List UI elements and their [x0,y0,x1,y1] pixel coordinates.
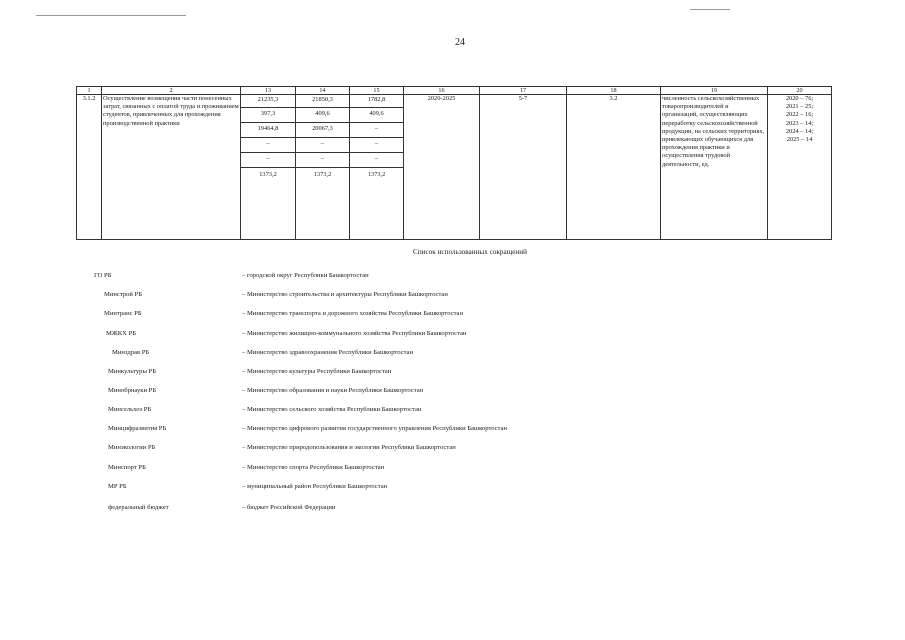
col13-value: 1373,2 [241,167,295,198]
abbreviation-key: Минтранс РБ [104,310,142,317]
col17-cell: 5-7 [480,95,567,240]
abbreviation-value: – Министерство природопользования и экологии Республики Башкортостан [242,444,456,451]
year-value: 2025 – 14 [786,135,813,143]
period-cell: 2020-2025 [404,95,480,240]
table-header-row [77,87,832,95]
abbreviation-key: Минсельхоз РБ [108,406,152,413]
column-header: 19 [661,87,768,95]
abbreviation-key: МЖКХ РБ [106,330,137,337]
column-header: 2 [102,87,241,95]
abbreviation-value: – муниципальный район Республики Башкортостан [242,483,388,490]
abbreviation-key: Минкультуры РБ [108,368,157,375]
abbreviation-key: федеральный бюджет [108,504,169,511]
program-table [76,86,832,240]
year-value: 2022 – 16; [785,111,814,119]
column-header: 18 [567,87,661,95]
column-header: 13 [241,87,296,95]
column-header: 17 [480,87,567,95]
abbreviation-value: – Министерство транспорта и дорожного хозяйства Республики Башкортостан [242,310,463,317]
abbreviation-key: Минспорт РБ [108,464,146,471]
abbreviation-value: – Министерство культуры Республики Башкортостан [242,368,392,375]
col13-value: 397,3 [241,107,295,122]
col13-value: – [241,152,295,167]
table-row [77,95,832,240]
abbreviation-value: – Министерство образования и науки Республики Башкортостан [242,387,424,394]
col13-value: 21235,3 [257,96,279,103]
column-header: 1 [77,87,102,95]
col14-cell [296,95,350,240]
values-by-year-cell [768,95,832,240]
abbreviation-key: Минстрой РБ [104,291,143,298]
abbreviation-value: – Министерство жилищно-коммунального хозяйства Республики Башкортостан [242,330,467,337]
scan-artifact-line [36,15,186,16]
abbreviation-key: Минздрав РБ [112,349,150,356]
col15-value: – [350,152,403,167]
col14-value: 1373,2 [296,167,349,198]
col15-cell [350,95,404,240]
page-number: 24 [455,37,465,48]
col15-value: – [350,122,403,137]
year-value: 2024 – 14; [785,127,814,135]
col13-value: – [241,137,295,152]
row-code: 3.1.2 [77,95,102,240]
abbreviation-value: – Министерство спорта Республики Башкортостан [242,464,385,471]
col14-value: 21850,3 [312,96,333,103]
abbreviation-value: – бюджет Российской Федерации [242,504,336,511]
column-header: 15 [350,87,404,95]
abbreviation-value: – Министерство цифрового развития государственного управления Республики Башкортостан [242,425,508,432]
abbreviations-title: Список использованных сокращений [413,248,527,256]
abbreviation-key: ГО РБ [94,272,112,279]
abbreviation-key: Минэкологии РБ [108,444,156,451]
col14-value: 20067,3 [296,122,349,137]
column-header: 14 [296,87,350,95]
col15-value: – [350,137,403,152]
col15-value: 1782,8 [367,96,386,103]
col14-value: – [296,137,349,152]
col15-value: 1373,2 [350,167,403,198]
abbreviations-list [92,272,652,522]
col14-value: – [296,152,349,167]
scan-artifact-line [690,9,730,10]
abbreviation-key: МР РБ [108,483,127,490]
column-header: 16 [404,87,480,95]
col13-cell [241,95,296,240]
row-description: Осуществление возмещения части понесенных затрат, связанных с оплатой труда и проживанием студентов, привлеченных для прохождения производственной практики [102,95,241,240]
col18-cell: 3.2 [567,95,661,240]
year-value: 2021 – 25; [785,103,814,111]
abbreviation-value: – городской округ Республики Башкортостан [242,272,369,279]
abbreviation-value: – Министерство строительства и архитектуры Республики Башкортостан [242,291,448,298]
indicator-cell: численность сельскохозяйственных товаропроизводителей и организаций, осуществляющих переработку сельскохозяйственной продукции, на сельских территориях, привлекающих обучающихся для прохождения практики и осуществления трудовой деятельности, ед. [661,95,768,240]
abbreviation-key: Минобрнауки РБ [108,387,157,394]
col14-value: 409,6 [296,107,349,122]
abbreviation-value: – Министерство здравоохранения Республики Башкортостан [242,349,414,356]
year-value: 2020 – 76; [785,95,814,102]
col13-value: 19464,8 [241,122,295,137]
col15-value: 409,6 [350,107,403,122]
column-header: 20 [768,87,832,95]
abbreviation-value: – Министерство сельского хозяйства Республики Башкортостан [242,406,422,413]
abbreviation-key: Минцифразвития РБ [108,425,167,432]
year-value: 2023 – 14; [785,119,814,127]
